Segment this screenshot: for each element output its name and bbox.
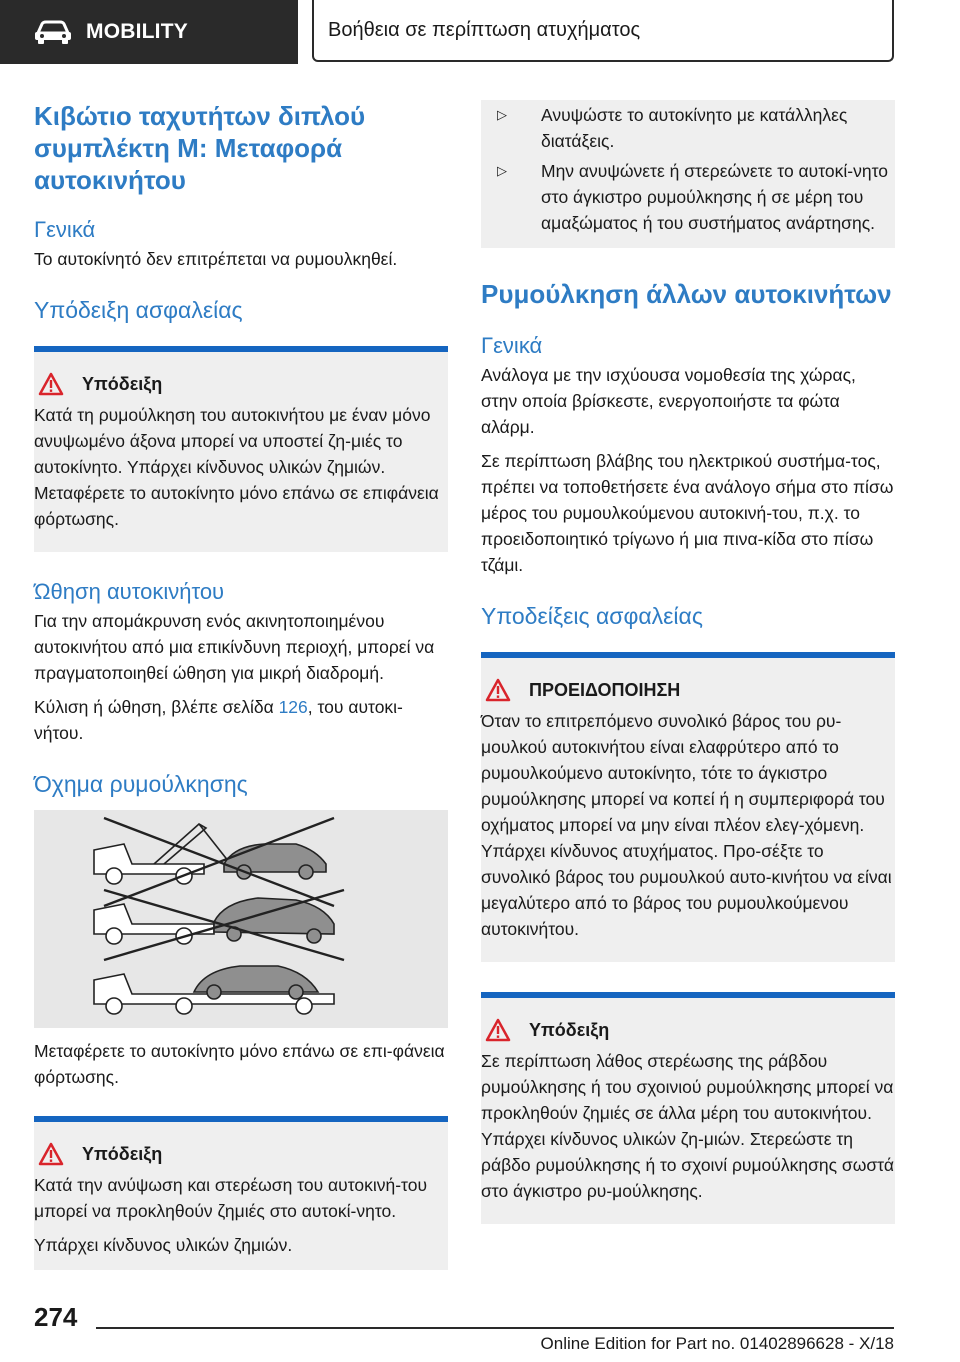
footer-divider	[96, 1327, 894, 1329]
warning-triangle-icon	[38, 372, 64, 396]
section-tab	[0, 0, 298, 64]
note-header	[34, 1142, 448, 1166]
note-text: Σε περίπτωση λάθος στερέωσης της ράβδου ρυμούλκησης ή του σχοινιού ρυμούλκησης μπορεί να προκληθούν ζημιές σε άλλα μέρη του αυτοκινήτου. Υπάρχει κίνδυνος υλικών ζη-μιών. Στερεώστε τη ράβδο ρυμούλκησης ή το σχοινί ρυμούλκησης σωστά στο άγκιστρο ρυ-μούλκησης.	[481, 1051, 894, 1201]
tow-heading: Όχημα ρυμούλκησης	[34, 771, 248, 797]
push-text: Για την απομάκρυνση ενός ακινητοποιημένου αυτοκινήτου από μια επικίνδυνη περιοχή, μπορεί να πραγματοποιηθεί ώθηση για μικρή διαδρομή.	[34, 611, 435, 683]
safety-heading: Υπόδειξη ασφαλείας	[34, 297, 243, 323]
general-section	[34, 216, 448, 272]
right-column	[481, 100, 895, 1224]
note-box	[34, 1116, 448, 1270]
general-text: Ανάλογα με την ισχύουσα νομοθεσία της χώρας, στην οποία βρίσκεστε, ενεργοποιήστε τα φώτα αλάρμ.	[481, 365, 856, 437]
general-heading: Γενικά	[34, 217, 96, 242]
reference-text: Κύλιση ή ώθηση, βλέπε σελίδα	[34, 697, 279, 717]
left-column	[34, 100, 448, 1270]
note-text: Κατά την ανύψωση και στερέωση του αυτοκινή-του μπορεί να προκληθούν ζημιές στο αυτοκί-νητο.	[34, 1175, 428, 1221]
edition-info: Online Edition for Part no. 01402896628 - X/18	[540, 1334, 894, 1353]
chapter-header	[312, 0, 894, 62]
tow-vehicles-illustration	[34, 810, 448, 1028]
note-title: Υπόδειξη	[82, 1143, 163, 1164]
push-reference	[34, 694, 448, 746]
push-heading: Ώθηση αυτοκινήτου	[34, 579, 225, 604]
list-item-text: Ανυψώστε το αυτοκίνητο με κατάλληλες διατάξεις.	[541, 105, 848, 151]
note-text: Κατά τη ρυμούλκηση του αυτοκινήτου με έναν μόνο ανυψωμένο άξονα μπορεί να υποστεί ζη-μιές το αυτοκίνητο. Υπάρχει κίνδυνος υλικών ζημιών. Μεταφέρετε το αυτοκίνητο μόνο επάνω σε επιφάνεια φόρτωσης.	[34, 405, 439, 529]
general-section	[481, 332, 895, 578]
note-title: Υπόδειξη	[82, 373, 163, 394]
arrow-icon: ▷	[497, 107, 507, 122]
figure-caption: Μεταφέρετε το αυτοκίνητο μόνο επάνω σε επι-φάνεια φόρτωσης.	[34, 1041, 445, 1087]
car-icon	[34, 19, 72, 45]
reference-text-end: , του αυτοκι-νήτου.	[34, 697, 403, 743]
note-box	[34, 346, 448, 552]
page-link[interactable]: 126	[278, 697, 308, 717]
note-title: Υπόδειξη	[529, 1019, 610, 1040]
general-text: Το αυτοκίνητό δεν επιτρέπεται να ρυμουλκηθεί.	[34, 249, 398, 269]
section-title: Ρυμούλκηση άλλων αυτοκινήτων	[481, 279, 892, 309]
list-item	[481, 100, 895, 156]
note-text: Υπάρχει κίνδυνος υλικών ζημιών.	[34, 1235, 293, 1255]
chapter-title: Βοήθεια σε περίπτωση ατυχήματος	[328, 18, 641, 41]
note-header	[34, 372, 448, 396]
warning-triangle-icon	[485, 678, 511, 702]
page-title: Κιβώτιο ταχυτήτων διπλού συμπλέκτη M: Μεταφορά αυτοκινήτου	[34, 101, 366, 195]
general-text: Σε περίπτωση βλάβης του ηλεκτρικού συστήμα-τος, πρέπει να τοποθετήσετε ένα ανάλογο σήμα στο πίσω μέρος του ρυμουλκούμενου αυτοκινή-του, π.χ. το προειδοποιητικό τρίγωνο ή μια πινα-κίδα στο πίσω τζάμι.	[481, 451, 894, 575]
arrow-icon: ▷	[497, 163, 507, 178]
warning-box	[481, 652, 895, 962]
push-section	[34, 578, 448, 746]
section-label: MOBILITY	[86, 20, 188, 43]
bullet-list	[481, 100, 895, 248]
list-item-text: Μην ανυψώνετε ή στερεώνετε το αυτοκί-νητο στο άγκιστρο ρυμούλκησης ή σε μέρη του αμαξώματος ή του συστήματος ανάρτησης.	[541, 161, 888, 233]
general-heading: Γενικά	[481, 333, 543, 358]
warning-text: Όταν το επιτρεπόμενο συνολικό βάρος του ρυ-μουλκού αυτοκινήτου είναι ελαφρύτερο από το ρυμουλκούμενο αυτοκίνητο, τότε το άγκιστρο ρυμούλκησης μπορεί να κοπεί ή η συμπεριφορά του οχήματος μπορεί να μην είναι πλέον ελεγ-χόμενη. Υπάρχει κίνδυνος ατυχήματος. Προ-σέξτε το συνολικό βάρος του ρυμουλκού αυτο-κινήτου να είναι μεγαλύτερο από το βάρος του ρυμουλκούμενου αυτοκινήτου.	[481, 711, 892, 939]
tow-vehicles-figure	[34, 810, 448, 1028]
safety-heading: Υποδείξεις ασφαλείας	[481, 603, 703, 629]
note-header	[481, 1018, 895, 1042]
page-number: 274	[34, 1302, 78, 1332]
warning-title: ΠΡΟΕΙΔΟΠΟΙΗΣΗ	[529, 679, 681, 700]
note-box	[481, 992, 895, 1224]
list-item	[481, 156, 895, 238]
warning-triangle-icon	[38, 1142, 64, 1166]
warning-triangle-icon	[485, 1018, 511, 1042]
warning-header	[481, 678, 895, 702]
